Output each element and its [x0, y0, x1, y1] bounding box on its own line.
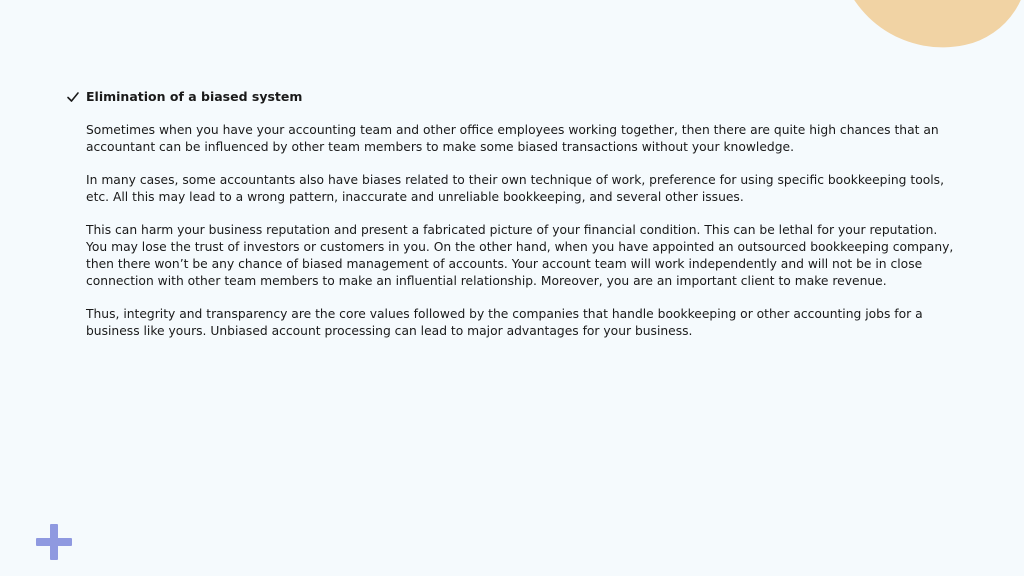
plus-icon-vertical-bar [50, 524, 58, 560]
checkmark-icon [66, 90, 80, 104]
plus-icon [36, 524, 72, 560]
paragraph-2: In many cases, some accountants also have biases related to their own technique of work, preference for using specific bookkeeping tools, etc. All this may lead to a wrong pattern, inaccurate and unreliable bookkeeping, and several other issues. [86, 173, 944, 204]
paragraph-3: This can harm your business reputation and present a fabricated picture of your financial condition. This can be lethal for your reputation. You may lose the trust of investors or customers in you. On the other hand, when you have appointed an outsourced bookkeeping company, then there won’t be any chance of biased management of accounts. Your account team will work independently and will not be in close connection with other team members to make an influential relationship. Moreover, you are an important client to make revenue. [86, 223, 954, 288]
corner-blob-shape [819, 0, 1024, 67]
paragraph-1: Sometimes when you have your accounting team and other office employees working together, then there are quite high chances that an accountant can be influenced by other team members to make some biased transactions without your knowledge. [86, 123, 939, 154]
bullet-heading-row [66, 88, 962, 106]
section-heading: Elimination of a biased system [86, 89, 303, 104]
paragraph-4: Thus, integrity and transparency are the core values followed by the companies that handle bookkeeping or other accounting jobs for a business like yours. Unbiased account processing can lead to major advantages for your business. [86, 307, 923, 338]
content-area [66, 88, 962, 340]
